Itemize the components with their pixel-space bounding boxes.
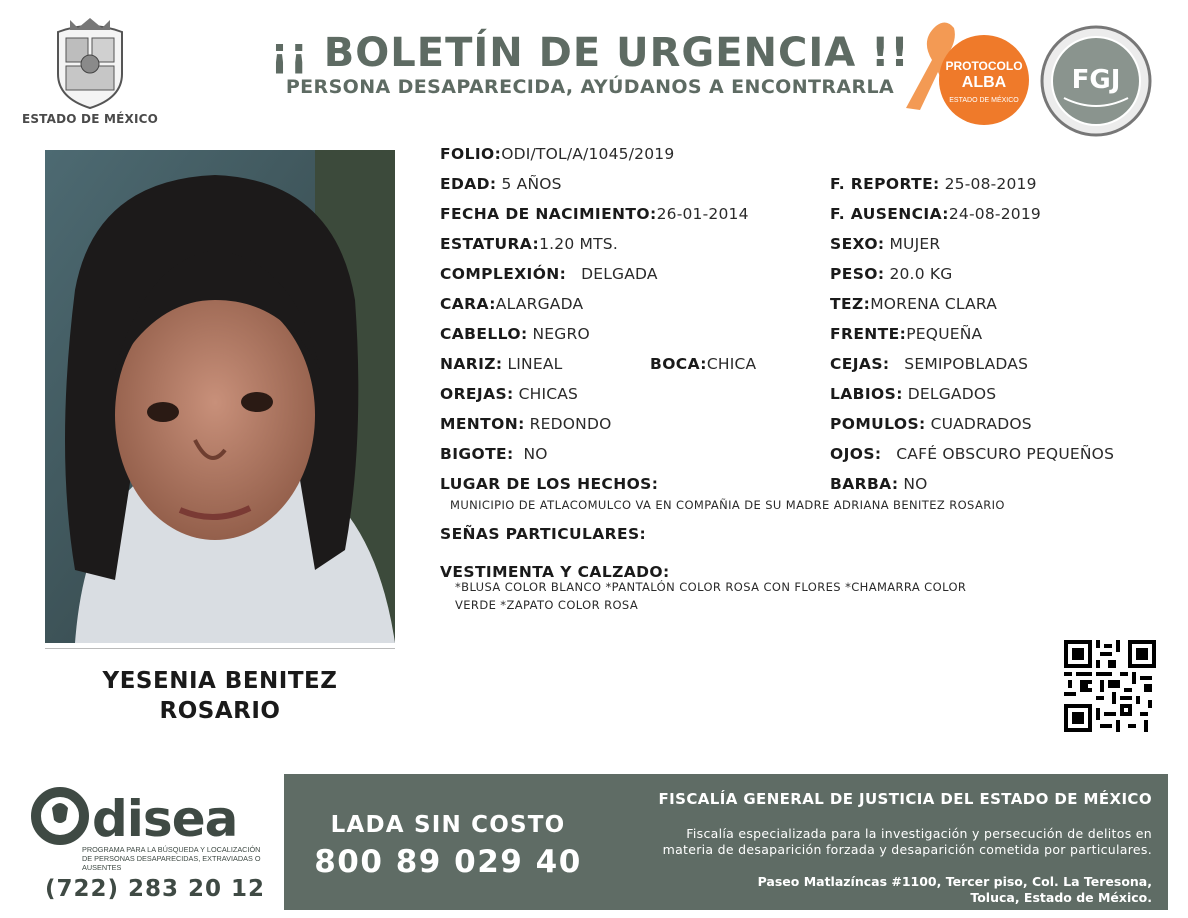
field-ojos: OJOS: CAFÉ OBSCURO PEQUEÑOS — [830, 445, 1115, 463]
fgj-description — [600, 826, 1152, 858]
protocolo-alba-logo — [898, 20, 1030, 132]
field-boca: BOCA:CHICA — [650, 355, 757, 373]
vestimenta-line2: VERDE *ZAPATO COLOR ROSA — [455, 598, 639, 612]
field-complexion: COMPLEXIÓN: DELGADA — [440, 265, 658, 283]
fgj-desc-line1: Fiscalía especializada para la investigación y persecución de delitos en — [686, 826, 1152, 841]
bulletin-title: ¡¡ BOLETÍN DE URGENCIA !! — [270, 30, 910, 76]
alba-line1: PROTOCOLO — [945, 59, 1023, 73]
fgj-address — [600, 874, 1152, 906]
field-labios: LABIOS: DELGADOS — [830, 385, 997, 403]
odisea-desc-line3: AUSENTES — [82, 863, 122, 872]
photo-divider — [45, 648, 395, 649]
odisea-phone[interactable]: (722) 283 20 12 — [44, 876, 266, 902]
field-sexo: SEXO: MUJER — [830, 235, 941, 253]
person-name-line2: ROSARIO — [159, 698, 281, 724]
missing-person-photo — [45, 150, 395, 643]
field-orejas: OREJAS: CHICAS — [440, 385, 579, 403]
fgj-letters: FGJ — [1071, 65, 1121, 95]
field-cara: CARA:ALARGADA — [440, 295, 584, 313]
field-frente: FRENTE:PEQUEÑA — [830, 325, 983, 343]
field-tez: TEZ:MORENA CLARA — [830, 295, 998, 313]
field-cabello: CABELLO: NEGRO — [440, 325, 590, 343]
alba-line3: ESTADO DE MÉXICO — [949, 97, 1019, 104]
qr-code[interactable] — [1064, 640, 1156, 732]
field-pomulos: POMULOS: CUADRADOS — [830, 415, 1032, 433]
alba-line2: ALBA — [961, 74, 1007, 91]
bulletin-subtitle: PERSONA DESAPARECIDA, AYÚDANOS A ENCONTRARLA — [285, 76, 895, 98]
field-menton: MENTON: REDONDO — [440, 415, 612, 433]
field-vestimenta: VESTIMENTA Y CALZADO: — [440, 563, 670, 581]
field-nariz: NARIZ: LINEAL — [440, 355, 563, 373]
field-fecha-nacimiento: FECHA DE NACIMIENTO:26-01-2014 — [440, 205, 749, 223]
person-name-line1: YESENIA BENITEZ — [102, 668, 338, 694]
odisea-desc-line2: DE PERSONAS DESAPARECIDAS, EXTRAVIADAS O — [82, 854, 261, 863]
vestimenta-line1: *BLUSA COLOR BLANCO *PANTALÓN COLOR ROSA CON FLORES *CHAMARRA COLOR — [455, 580, 967, 594]
field-edad: EDAD: 5 AÑOS — [440, 175, 562, 193]
fgj-title: FISCALÍA GENERAL DE JUSTICIA DEL ESTADO DE MÉXICO — [658, 790, 1152, 808]
field-senas-particulares: SEÑAS PARTICULARES: — [440, 525, 647, 543]
field-cejas: CEJAS: SEMIPOBLADAS — [830, 355, 1029, 373]
odisea-wordmark: disea — [92, 790, 238, 848]
field-peso: PESO: 20.0 KG — [830, 265, 953, 283]
field-f-ausencia: F. AUSENCIA:24-08-2019 — [830, 205, 1041, 223]
fgj-desc-line2: materia de desaparición forzada y desaparición cometida por particulares. — [662, 842, 1152, 857]
field-f-reporte: F. REPORTE: 25-08-2019 — [830, 175, 1037, 193]
fgj-addr-line1: Paseo Matlazíncas #1100, Tercer piso, Col. La Teresona, — [757, 874, 1152, 889]
fgj-seal-logo — [1038, 24, 1154, 138]
odisea-logo — [30, 786, 280, 876]
person-name — [45, 666, 395, 726]
field-estatura: ESTATURA:1.20 MTS. — [440, 235, 618, 253]
state-coat-of-arms-logo — [48, 18, 132, 110]
field-bigote: BIGOTE: NO — [440, 445, 548, 463]
fgj-addr-line2: Toluca, Estado de México. — [970, 890, 1152, 905]
field-barba: BARBA: NO — [830, 475, 928, 493]
lugar-hechos-detail: MUNICIPIO DE ATLACOMULCO VA EN COMPAÑIA DE SU MADRE ADRIANA BENITEZ ROSARIO — [450, 498, 1005, 512]
state-label: ESTADO DE MÉXICO — [21, 112, 159, 126]
field-folio: FOLIO:ODI/TOL/A/1045/2019 — [440, 145, 675, 163]
field-lugar-hechos: LUGAR DE LOS HECHOS: — [440, 475, 659, 493]
lada-label: LADA SIN COSTO — [330, 812, 566, 838]
odisea-desc-line1: PROGRAMA PARA LA BÚSQUEDA Y LOCALIZACIÓN — [82, 845, 261, 854]
lada-phone-number[interactable]: 800 89 029 40 — [314, 844, 582, 880]
